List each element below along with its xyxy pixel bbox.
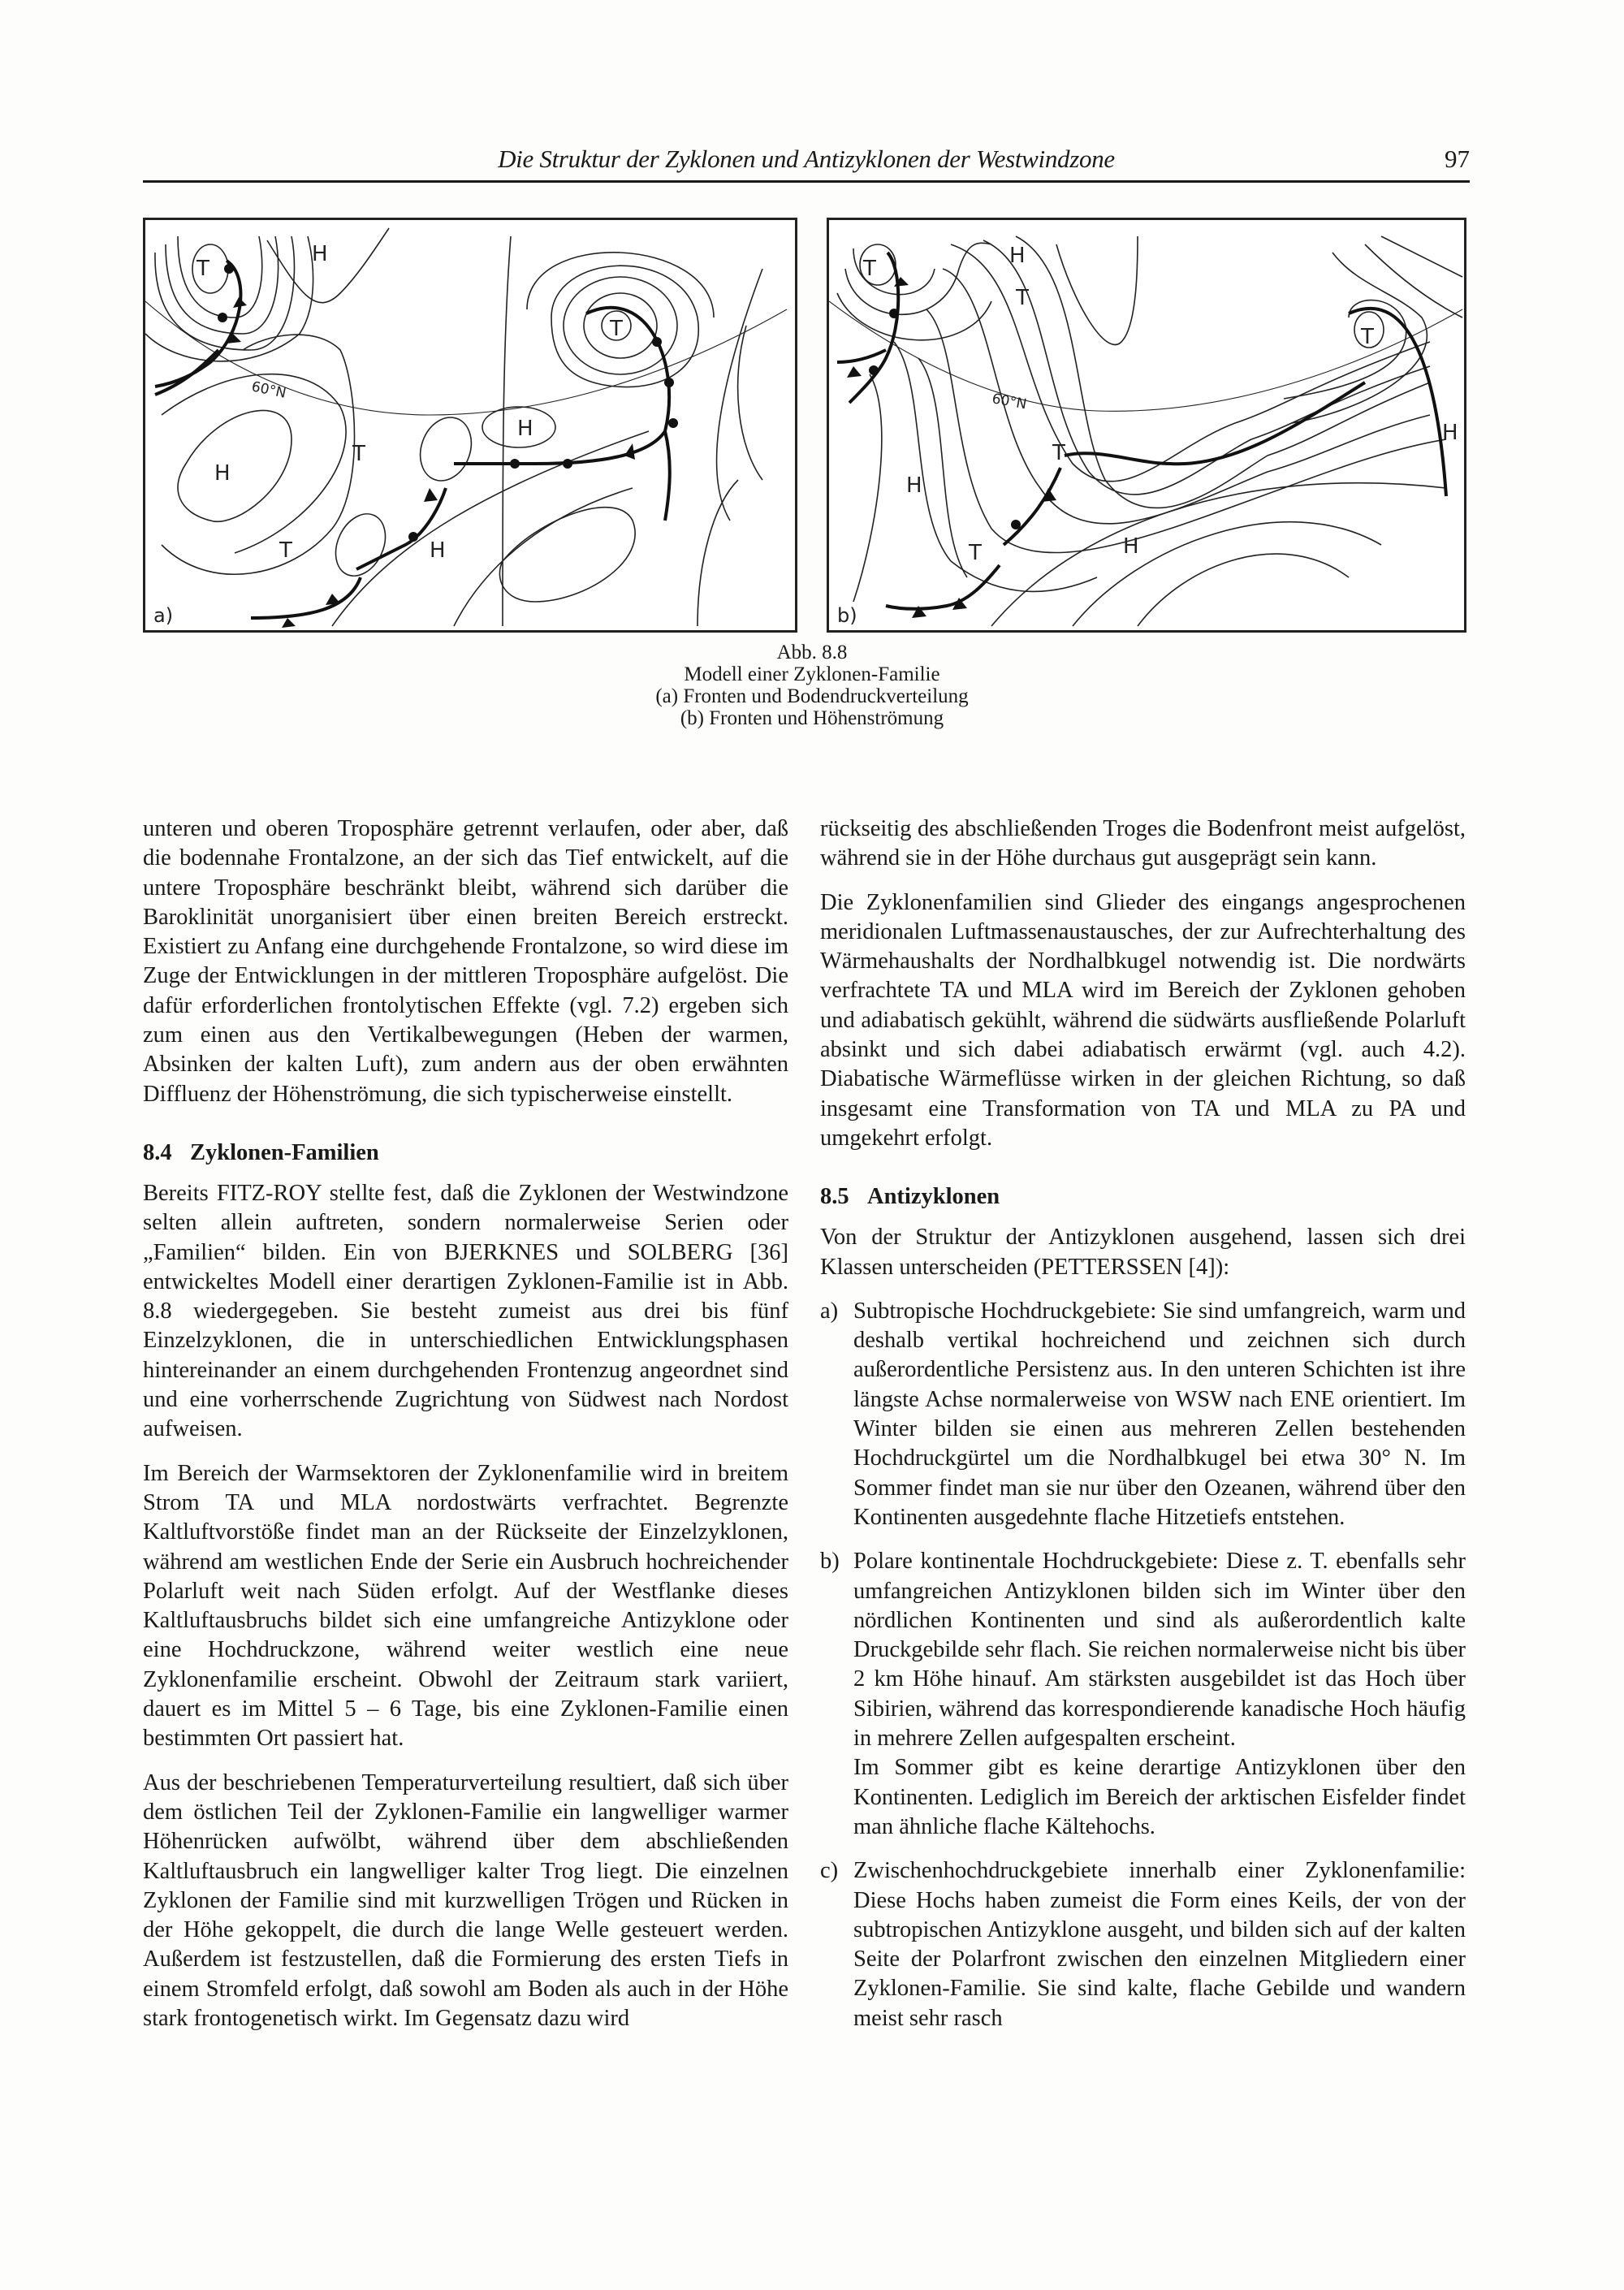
figure-panel-b-upper-flow xyxy=(827,218,1466,633)
label-low-mid: T xyxy=(352,442,365,466)
paragraph: Im Bereich der Warmsektoren der Zyklonenfamilie wird in breitem Strom TA und MLA nordostwärts verfrachtet. Begrenzte Kaltluftvorstöße findet man an der Rückseite der Einzelzyklonen, während am westlichen Ende der Serie ein Ausbruch hochreichender Polarluft weit nach Süden erfolgt. Auf der Westflanke dieses Kaltluftausbruchs bildet sich eine umfangreiche Antizyklone oder eine Hochdruckzone, während weiter westlich eine neue Zyklonenfamilie erscheint. Obwohl der Zeitraum stark variiert, dauert es im Mittel 5 – 6 Tage, bis eine Zyklonen-Familie einen bestimmten Ort passiert hat. xyxy=(143,1460,788,1752)
label-high-south: H xyxy=(1123,534,1139,559)
weather-map-a xyxy=(145,220,795,630)
label-high-south: H xyxy=(430,538,446,563)
panel-label: b) xyxy=(837,604,857,627)
paragraph: rückseitig des abschließenden Troges die Bodenfront meist aufgelöst, während sie in der Höhe durchaus gut ausgeprägt sein kann. xyxy=(820,816,1466,871)
figure-panel-a-surface-pressure xyxy=(143,218,797,633)
figure-caption xyxy=(487,642,1137,729)
list-item-b xyxy=(820,1547,1466,1842)
list-marker: a) xyxy=(820,1298,839,1324)
paragraph: unteren und oberen Troposphäre getrennt verlaufen, oder aber, daß die bodennahe Frontalzone, an der sich das Tief entwickelt, auf die untere Troposphäre beschränkt bleibt, während sich darüber die Baroklinität unorganisiert über einen breiten Bereich erstreckt. Existiert zu Anfang eine durchgehende Frontalzone, so wird diese im Zuge der Entwicklungen in der mittleren Troposphäre aufgelöst. Die dafür erforderlichen frontolytischen Effekte (vgl. 7.2) ergeben sich zum einen aus den Vertikalbewegungen (Heben der warmen, Absinken der kalten Luft), zum andern aus der oben erwähnten Diffluenz der Höhenströmung, die sich typischerweise einstellt. xyxy=(143,816,788,1107)
figure-number: Abb. 8.8 xyxy=(776,642,848,663)
figure-title: Modell einer Zyklonen-Familie xyxy=(684,663,940,685)
paragraph: Die Zyklonenfamilien sind Glieder des eingangs angesprochenen meridionalen Luftmassenaustausches, der zur Aufrechterhaltung des Wärmehaushalts der Nordhalbkugel notwendig ist. Die nordwärts verfrachtete TA und MLA wird im Bereich der Zyklonen gehoben und adiabatisch gekühlt, während die südwärts ausfließende Polarluft absinkt und sich dabei adiabatisch erwärmt (vgl. auch 4.2). Diabatische Wärmeflüsse wirken in der gleichen Richtung, so daß insgesamt eine Transformation von TA und MLA zu PA und umgekehrt erfolgt. xyxy=(820,889,1466,1151)
paragraph: Bereits FITZ-ROY stellte fest, daß die Zyklonen der Westwindzone selten allein auftreten, sondern normalerweise Serien oder „Familien“ bilden. Ein von BJERKNES und SOLBERG [36] entwickeltes Modell einer derartigen Zyklonen-Familie ist in Abb. 8.8 wiedergegeben. Sie besteht zumeist aus drei bis fünf Einzelzyklonen, die in unterschiedlichen Entwicklungsphasen hintereinander an einem durchgehenden Frontenzug angeordnet sind und eine vorherrschende Zugrichtung von Südwest nach Nordost aufweisen. xyxy=(143,1180,788,1442)
list-item-text-continued: Im Sommer gibt es keine derartige Antizyklonen über den Kontinenten. Lediglich im Bereich der arktischen Eisfelder findet man ähnliche flache Kältehochs. xyxy=(853,1755,1466,1839)
label-low-sw: T xyxy=(969,541,982,565)
caption-line-b: (b) Fronten und Höhenströmung xyxy=(680,707,944,729)
label-high-west: H xyxy=(906,473,922,498)
label-high-north: H xyxy=(1009,244,1026,268)
list-item-a xyxy=(820,1297,1466,1532)
section-heading-8-4 xyxy=(143,1139,788,1168)
label-low-sw: T xyxy=(279,538,292,563)
right-column xyxy=(820,814,1466,2048)
label-low-mid: T xyxy=(1052,441,1065,465)
section-title: Zyklonen-Familien xyxy=(190,1139,379,1165)
latitude-label: 60°N xyxy=(249,378,288,402)
paragraph: Aus der beschriebenen Temperaturverteilung resultiert, daß sich über dem östlichen Teil der Zyklonen-Familie ein langwelliger warmer Höhenrücken aufwölbt, während über dem abschließenden Kaltluftausbruch ein langwelliger kalter Trog liegt. Die einzelnen Zyklonen der Familie sind mit kurzwelligen Trögen und Rücken in der Höhe gekoppelt, die durch die lange Welle gesteuert werden. Außerdem ist festzustellen, daß die Formierung des ersten Tiefs in einem Stromfeld erfolgt, daß sowohl am Boden als auch in der Höhe stark frontogenetisch wirkt. Im Gegensatz dazu wird xyxy=(143,1769,788,2031)
panel-label: a) xyxy=(153,604,174,627)
label-low-nw: T xyxy=(863,257,876,281)
section-number: 8.4 xyxy=(143,1139,172,1165)
list-marker: c) xyxy=(820,1858,839,1884)
header-rule xyxy=(143,180,1470,183)
latitude-label: 60°N xyxy=(991,391,1028,413)
section-title: Antizyklonen xyxy=(867,1184,1000,1210)
list-item-text: Zwischenhochdruckgebiete innerhalb einer Zyklonenfamilie: Diese Hochs haben zumeist die Form eines Keils, der von der subtropischen Antizyklone ausgeht, und bilden sich auf der kalten Seite der Polarfront zwischen den einzelnen Mitgliedern einer Zyklonen-Familie. Sie sind kalte, flache Gebilde und wandern meist sehr rasch xyxy=(853,1858,1466,2031)
label-high-north: H xyxy=(312,242,328,266)
left-column xyxy=(143,814,788,2048)
list-item-text: Subtropische Hochdruckgebiete: Sie sind umfangreich, warm und deshalb vertikal hochreichend und zeichnen sich durch außerordentliche Persistenz aus. In den unteren Schichten ist ihre längste Achse normalerweise von WSW nach ENE orientiert. Im Winter bilden sie einen aus mehreren Zellen bestehenden Hochdruckgürtel um die Nordhalbkugel bei etwa 30° N. Im Sommer findet man sie nur über den Ozeanen, während über den Kontinenten ausgedehnte flache Hitzetiefs entstehen. xyxy=(853,1298,1466,1530)
running-head xyxy=(143,145,1470,182)
label-low-eye: T xyxy=(1361,325,1374,349)
caption-line-a: (a) Fronten und Bodendruckverteilung xyxy=(655,685,969,707)
page-number: 97 xyxy=(1445,145,1470,173)
paragraph: Von der Struktur der Antizyklonen ausgehend, lassen sich drei Klassen unterscheiden (PETTERSSEN [4]): xyxy=(820,1225,1466,1280)
list-item-c xyxy=(820,1856,1466,2033)
label-low-north: T xyxy=(1016,286,1029,310)
list-item-text: Polare kontinentale Hochdruckgebiete: Diese z. T. ebenfalls sehr umfangreichen Antizyklonen bilden sich im Winter über den nördlichen Kontinenten und sind als außerordentlich kalte Druckgebilde sehr flach. Sie reichen normalerweise nicht bis über 2 km Höhe hinauf. Am stärksten ausgebildet ist das Hoch über Sibirien, während das korrespondierende kanadische Hoch häufig in mehrere Zellen aufgespalten erscheint. xyxy=(853,1549,1466,1752)
section-number: 8.5 xyxy=(820,1184,849,1210)
label-high-east: H xyxy=(1442,421,1458,445)
weather-map-b xyxy=(829,220,1464,630)
list-marker: b) xyxy=(820,1549,840,1575)
label-high-west: H xyxy=(214,461,231,486)
running-title: Die Struktur der Zyklonen und Antizyklonen der Westwindzone xyxy=(498,145,1115,173)
section-heading-8-5 xyxy=(820,1182,1466,1212)
label-low-center: T xyxy=(610,317,623,341)
label-high-east: H xyxy=(517,417,533,441)
label-low-nw: T xyxy=(197,257,209,281)
